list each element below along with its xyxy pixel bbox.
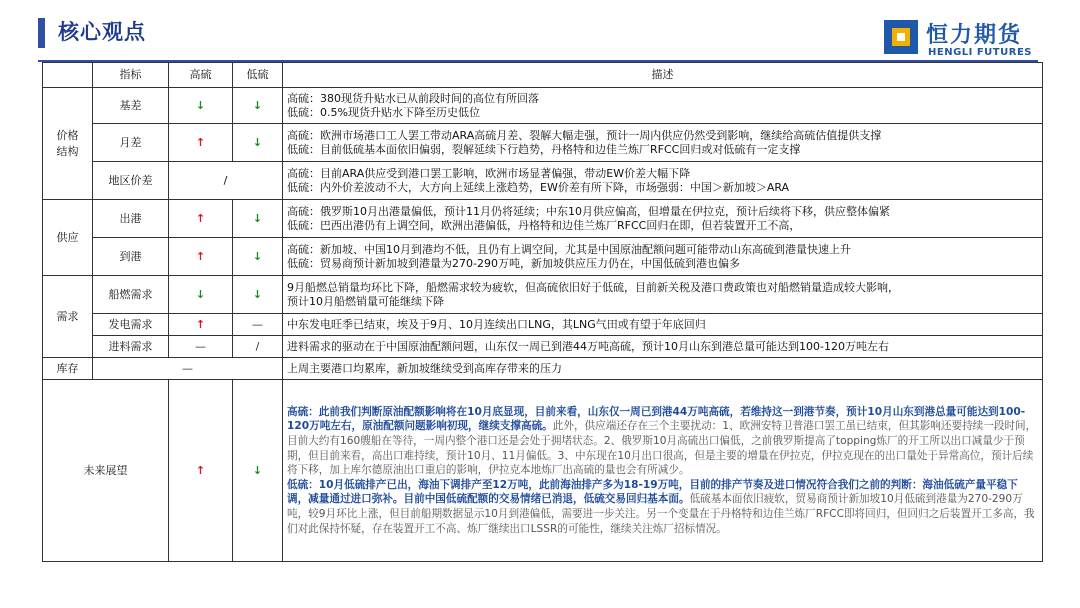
indicator-feedstock-demand: 进料需求 [93, 336, 169, 358]
power-high-arrow-icon: ↑ [169, 314, 233, 336]
outlook-low-arrow-icon: ↓ [233, 380, 283, 562]
feedstock-high-dash-icon: — [169, 336, 233, 358]
group-supply: 供应 [43, 200, 93, 276]
logo-cn-text: 恒力期货 [926, 23, 1023, 48]
feedstock-low-slash: / [233, 336, 283, 358]
basis-high-arrow-icon: ↓ [169, 88, 233, 124]
export-high-arrow-icon: ↑ [169, 200, 233, 238]
table-row [43, 124, 1043, 162]
inventory-merged-dash: — [93, 358, 283, 380]
table-header-row [43, 63, 1043, 88]
header-blank [43, 63, 93, 88]
indicator-bunker-demand: 船燃需求 [93, 276, 169, 314]
indicator-region-spread: 地区价差 [93, 162, 169, 200]
indicator-power-demand: 发电需求 [93, 314, 169, 336]
header-low-sulfur: 低硫 [233, 63, 283, 88]
basis-low-arrow-icon: ↓ [233, 88, 283, 124]
arrival-description: 高硫：新加坡、中国10月到港均不低，且仍有上调空间，尤其是中国原油配额问题可能带动山东高硫到港量快速上升 低硫：贸易商预计新加坡到港量为270-290万吨，新加坡供应压力仍在，中国低硫到港也偏多 [283, 238, 1043, 276]
company-logo [884, 18, 1070, 64]
region-description: 高硫：目前ARA供应受到港口罢工影响，欧洲市场显著偏强，带动EW价差大幅下降 低硫：内外价差波动不大，大方向上延续上涨趋势，EW价差有所下降，市场强弱：中国＞新加坡＞ARA [283, 162, 1043, 200]
indicator-basis: 基差 [93, 88, 169, 124]
bunker-description: 9月船燃总销量均环比下降，船燃需求较为疲软，但高硫依旧好于低硫，目前新关税及港口费政策也对船燃销量造成较大影响， 预计10月船燃销量可能继续下降 [283, 276, 1043, 314]
title-accent-bar [38, 18, 45, 48]
group-demand: 需求 [43, 276, 93, 358]
header-indicator: 指标 [93, 63, 169, 88]
region-merged-value: / [169, 162, 283, 200]
table-row [43, 200, 1043, 238]
outlook-low-sulfur-bold: 低硫：10月低硫排产已出，海油下调排产至12万吨，此前海油排产多为18-19万吨，目前的排产节奏及进口情况符合我们之前的判断：海油低硫产量平稳下调，减量通过进口弥补。目前中国低硫配额的交易情绪已消退，低硫交易回归基本面。 [287, 478, 1018, 506]
header-high-sulfur: 高硫 [169, 63, 233, 88]
indicator-arrival: 到港 [93, 238, 169, 276]
spread-high-arrow-icon: ↑ [169, 124, 233, 162]
export-low-arrow-icon: ↓ [233, 200, 283, 238]
outlook-description [283, 380, 1043, 562]
logo-en-text: HENGLI FUTURES [928, 47, 1032, 58]
arrival-low-arrow-icon: ↓ [233, 238, 283, 276]
indicator-export: 出港 [93, 200, 169, 238]
export-description: 高硫：俄罗斯10月出港量偏低，预计11月仍将延续；中东10月供应偏高，但增量在伊拉克，预计后续将下移，供应整体偏紧 低硫：巴西出港仍有上调空间，欧洲出港偏低，丹格特和边佳兰炼厂RFCC回归在即，但若装置开工不高， [283, 200, 1043, 238]
table-row [43, 162, 1043, 200]
inventory-description: 上周主要港口均累库，新加坡继续受到高库存带来的压力 [283, 358, 1043, 380]
table-row [43, 358, 1043, 380]
page-title: 核心观点 [58, 20, 146, 44]
outlook-high-arrow-icon: ↑ [169, 380, 233, 562]
outlook-high-sulfur-bold: 高硫：此前我们判断原油配额影响将在10月底显现，目前来看，山东仅一周已到港44万吨高硫，若维持这一到港节奏，预计10月山东到港总量可能达到100-120万吨左右，原油配额问题影响初现，继续支撑高硫。 [287, 405, 1026, 433]
table-row [43, 238, 1043, 276]
power-low-dash-icon: — [233, 314, 283, 336]
table-row [43, 88, 1043, 124]
table-row [43, 276, 1043, 314]
bunker-low-arrow-icon: ↓ [233, 276, 283, 314]
indicator-spread: 月差 [93, 124, 169, 162]
header-description: 描述 [283, 63, 1043, 88]
feedstock-description: 进料需求的驱动在于中国原油配额问题，山东仅一周已到港44万吨高硫，预计10月山东到港总量可能达到100-120万吨左右 [283, 336, 1043, 358]
table-row [43, 314, 1043, 336]
basis-description: 高硫：380现货升贴水已从前段时间的高位有所回落 低硫：0.5%现货升贴水下降至历史低位 [283, 88, 1043, 124]
arrival-high-arrow-icon: ↑ [169, 238, 233, 276]
logo-mark-icon [884, 20, 918, 54]
table-row [43, 380, 1043, 562]
group-price-structure: 价格结构 [43, 88, 93, 200]
group-inventory: 库存 [43, 358, 93, 380]
spread-low-arrow-icon: ↓ [233, 124, 283, 162]
core-view-table [42, 62, 1043, 562]
table-row [43, 336, 1043, 358]
outlook-high-sulfur-text: 此外，供应端还存在三个主要扰动：1、欧洲安特卫普港口罢工虽已结束，但其影响还要持续一段时间，目前大约有160艘船在等待，一周内整个港口还是会处于拥堵状态。2、俄罗斯10月高硫出口偏低，之前俄罗斯提高了topping炼厂的开工所以出口减量少于预期，但目前来看，高出口难持续，预计10月、11月偏低。3、中东现在10月出口很高，但是主要的增量在伊拉克，伊拉克现在的出口量处于异常高位，预计后续将下移，加上库尔德原油出口重启的影响，伊拉克本地炼厂出高硫的量也会有所减少。 [287, 420, 1037, 477]
outlook-low-sulfur-text: 低硫基本面依旧疲软，贸易商预计新加坡10月低硫到港量为270-290万吨，较9月环比上涨，但目前船期数据显示10月到港偏低，需要进一步关注。另一个变量在于丹格特和边佳兰炼厂RFCC即将回归，但回归之后装置开工多高，我们对此保持怀疑，存在装置开工不高、炼厂继续出口LSSR的可能性，继续关注炼厂招标情况。 [287, 493, 1035, 535]
group-outlook: 未来展望 [43, 380, 169, 562]
bunker-high-arrow-icon: ↓ [169, 276, 233, 314]
spread-description: 高硫：欧洲市场港口工人罢工带动ARA高硫月差、裂解大幅走强，预计一周内供应仍然受到影响，继续给高硫估值提供支撑 低硫：目前低硫基本面依旧偏弱，裂解延续下行趋势，丹格特和边佳兰炼厂RFCC回归或对低硫有一定支撑 [283, 124, 1043, 162]
power-description: 中东发电旺季已结束，埃及于9月、10月连续出口LNG，其LNG气田或有望于年底回归 [283, 314, 1043, 336]
